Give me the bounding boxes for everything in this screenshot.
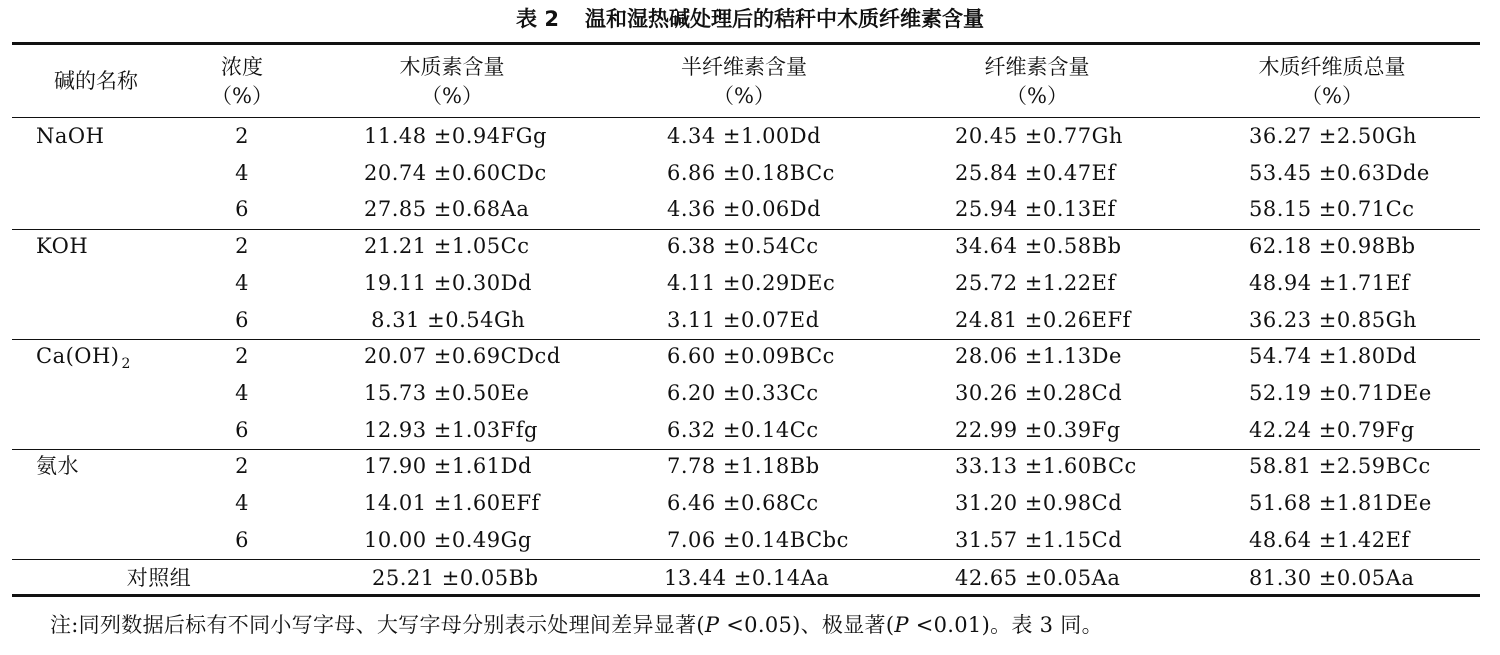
- lignin-cell: 21.21 ±1.05Cc: [364, 234, 530, 258]
- concentration-cell: 6: [235, 308, 249, 332]
- concentration-cell: 6: [235, 418, 249, 442]
- alkali-name: [36, 234, 88, 258]
- header-cellulose: 纤维素含量 （%）: [984, 55, 1090, 108]
- hemicellulose-cell: 6.86 ±0.18BCc: [667, 161, 835, 185]
- cellulose-cell: 31.20 ±0.98Cd: [955, 491, 1123, 515]
- lignin-cell: 12.93 ±1.03Ffg: [364, 418, 538, 442]
- alkali-name: [36, 344, 131, 376]
- hemicellulose-cell: 4.11 ±0.29DEc: [667, 271, 836, 295]
- concentration-cell: 4: [235, 161, 249, 185]
- total-cell: 53.45 ±0.63Dde: [1249, 161, 1430, 185]
- cellulose-cell: 24.81 ±0.26EFf: [955, 308, 1131, 332]
- hemicellulose-cell: 4.34 ±1.00Dd: [667, 124, 822, 148]
- bottom-rule: [12, 594, 1480, 597]
- hemicellulose-cell: 3.11 ±0.07Ed: [667, 308, 820, 332]
- top-rule: [12, 42, 1480, 45]
- cellulose-cell: 28.06 ±1.13De: [955, 344, 1122, 368]
- total-cell: 58.81 ±2.59BCc: [1249, 454, 1431, 478]
- hemicellulose-cell: 7.06 ±0.14BCbc: [667, 528, 849, 552]
- alkali-name-subscript: 2: [121, 356, 131, 372]
- concentration-cell: 6: [235, 528, 249, 552]
- alkali-name: [36, 454, 79, 478]
- total-cell: 36.23 ±0.85Gh: [1249, 308, 1417, 332]
- hemicellulose-cell: 6.60 ±0.09BCc: [667, 344, 835, 368]
- header-concentration: 浓度 （%）: [211, 55, 273, 108]
- control-total-cell: 81.30 ±0.05Aa: [1249, 566, 1415, 590]
- cellulose-cell: 34.64 ±0.58Bb: [955, 234, 1122, 258]
- header-lignin: 木质素含量 （%）: [399, 55, 505, 108]
- total-cell: 48.94 ±1.71Ef: [1249, 271, 1410, 295]
- alkali-name: [36, 124, 104, 148]
- concentration-cell: 4: [235, 381, 249, 405]
- total-cell: 51.68 ±1.81DEe: [1249, 491, 1432, 515]
- total-cell: 36.27 ±2.50Gh: [1249, 124, 1417, 148]
- cellulose-cell: 25.94 ±0.13Ef: [955, 197, 1116, 221]
- control-cellulose-cell: 42.65 ±0.05Aa: [955, 566, 1121, 590]
- concentration-cell: 2: [235, 124, 249, 148]
- lignin-cell: 17.90 ±1.61Dd: [364, 454, 532, 478]
- table-number: 表 2: [516, 7, 559, 31]
- alkali-name-text: NaOH: [36, 124, 105, 148]
- alkali-name-text: Ca(OH): [36, 344, 120, 368]
- hemicellulose-cell: 6.32 ±0.14Cc: [667, 418, 819, 442]
- lignin-cell: 19.11 ±0.30Dd: [364, 271, 532, 295]
- total-cell: 48.64 ±1.42Ef: [1249, 528, 1410, 552]
- header-lignocellulose-total: 木质纤维质总量 （%）: [1258, 55, 1406, 108]
- cellulose-cell: 22.99 ±0.39Fg: [955, 418, 1121, 442]
- concentration-cell: 4: [235, 271, 249, 295]
- cellulose-cell: 20.45 ±0.77Gh: [955, 124, 1123, 148]
- group-rule: [12, 339, 1480, 340]
- lignin-cell: 14.01 ±1.60EFf: [364, 491, 540, 515]
- lignin-cell: 11.48 ±0.94FGg: [364, 124, 547, 148]
- cellulose-cell: 25.84 ±0.47Ef: [955, 161, 1116, 185]
- lignin-cell: 10.00 ±0.49Gg: [364, 528, 532, 552]
- hemicellulose-cell: 7.78 ±1.18Bb: [667, 454, 820, 478]
- header-hemicellulose: 半纤维素含量 （%）: [681, 55, 807, 108]
- total-cell: 54.74 ±1.80Dd: [1249, 344, 1417, 368]
- control-lignin-cell: 25.21 ±0.05Bb: [372, 566, 539, 590]
- table-caption: [0, 6, 1500, 32]
- lignin-cell: 27.85 ±0.68Aa: [364, 197, 530, 221]
- hemicellulose-cell: 6.38 ±0.54Cc: [667, 234, 819, 258]
- lignin-cell: 20.74 ±0.60CDc: [364, 161, 547, 185]
- cellulose-cell: 33.13 ±1.60BCc: [955, 454, 1137, 478]
- alkali-name-text: KOH: [36, 234, 89, 258]
- total-cell: 62.18 ±0.98Bb: [1249, 234, 1416, 258]
- hemicellulose-cell: 4.36 ±0.06Dd: [667, 197, 822, 221]
- cellulose-cell: 30.26 ±0.28Cd: [955, 381, 1123, 405]
- total-cell: 58.15 ±0.71Cc: [1249, 197, 1415, 221]
- lignin-cell: 20.07 ±0.69CDcd: [364, 344, 561, 368]
- header-rule: [12, 117, 1480, 118]
- control-rule: [12, 559, 1480, 560]
- group-rule: [12, 449, 1480, 450]
- concentration-cell: 6: [235, 197, 249, 221]
- header-alkali-name: 碱的名称: [54, 69, 138, 93]
- concentration-cell: 2: [235, 454, 249, 478]
- cellulose-cell: 25.72 ±1.22Ef: [955, 271, 1116, 295]
- group-rule: [12, 229, 1480, 230]
- control-label: 对照组: [126, 566, 192, 590]
- alkali-name-text: 氨水: [36, 454, 79, 478]
- cellulose-cell: 31.57 ±1.15Cd: [955, 528, 1123, 552]
- control-hemicellulose-cell: 13.44 ±0.14Aa: [664, 566, 830, 590]
- concentration-cell: 2: [235, 234, 249, 258]
- lignin-cell: 8.31 ±0.54Gh: [364, 308, 526, 332]
- table-note: 注:同列数据后标有不同小写字母、大写字母分别表示处理间差异显著(P <0.05)、极显著(P <0.01)。表 3 同。: [50, 613, 1103, 637]
- concentration-cell: 4: [235, 491, 249, 515]
- concentration-cell: 2: [235, 344, 249, 368]
- total-cell: 42.24 ±0.79Fg: [1249, 418, 1415, 442]
- hemicellulose-cell: 6.20 ±0.33Cc: [667, 381, 819, 405]
- table-title: 温和湿热碱处理后的秸秆中木质纤维素含量: [584, 7, 984, 31]
- hemicellulose-cell: 6.46 ±0.68Cc: [667, 491, 819, 515]
- total-cell: 52.19 ±0.71DEe: [1249, 381, 1432, 405]
- lignin-cell: 15.73 ±0.50Ee: [364, 381, 530, 405]
